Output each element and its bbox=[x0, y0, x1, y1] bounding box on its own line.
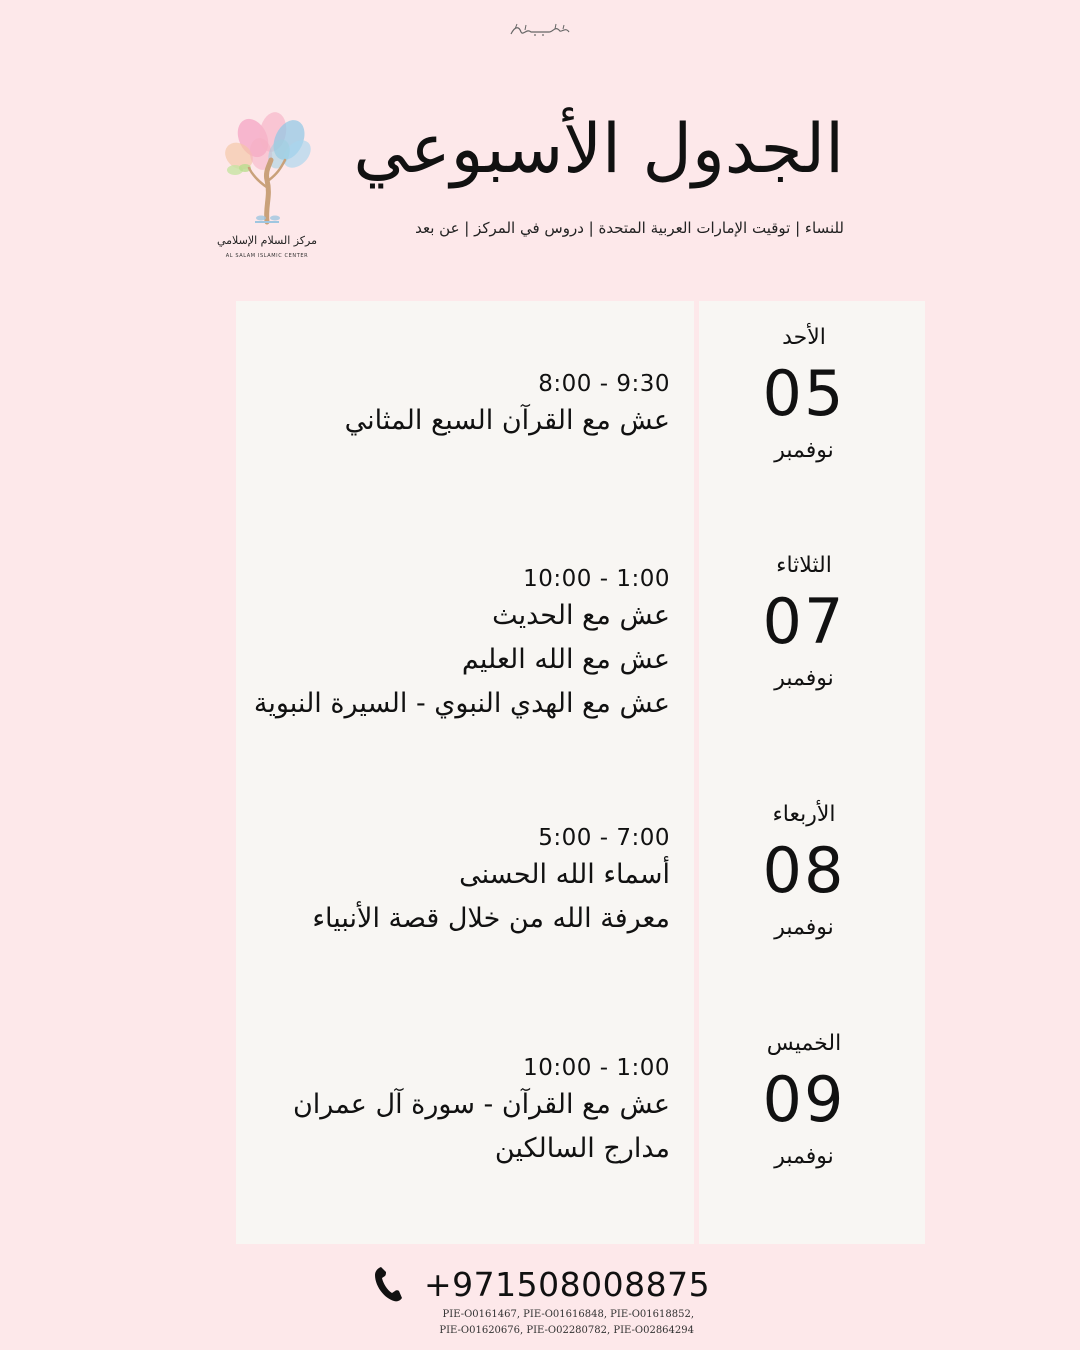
day-name: الخميس bbox=[766, 1031, 842, 1056]
lesson-block-sunday bbox=[230, 369, 670, 443]
day-number: 08 bbox=[762, 834, 846, 907]
permit-numbers bbox=[394, 1307, 694, 1339]
lessons-panel bbox=[236, 301, 694, 1244]
lesson-item: عش مع القرآن السبع المثاني bbox=[344, 405, 670, 436]
date-block-sunday bbox=[699, 321, 909, 469]
lesson-item: مدارج السالكين bbox=[494, 1133, 670, 1164]
lesson-block-tuesday bbox=[230, 564, 670, 726]
lesson-time: 8:00 - 9:30 bbox=[538, 371, 670, 397]
logo-name-english: AL SALAM ISLAMIC CENTER bbox=[225, 253, 309, 259]
tree-logo-icon bbox=[215, 110, 319, 230]
lesson-block-thursday bbox=[230, 1053, 670, 1171]
date-block-wednesday bbox=[699, 798, 909, 946]
center-logo bbox=[215, 110, 325, 270]
day-month: نوفمبر bbox=[774, 915, 834, 940]
bismillah-calligraphy bbox=[505, 20, 575, 42]
lesson-time: 5:00 - 7:00 bbox=[538, 825, 670, 851]
permit-line: PIE-O0161467, PIE-O01616848, PIE-O01618852, bbox=[442, 1309, 694, 1320]
day-month: نوفمبر bbox=[774, 1144, 834, 1169]
date-block-tuesday bbox=[699, 549, 909, 697]
page-title: الجدول الأسبوعي bbox=[353, 110, 844, 189]
day-month: نوفمبر bbox=[774, 438, 834, 463]
lesson-item: عش مع القرآن - سورة آل عمران bbox=[292, 1089, 670, 1120]
page-subtitle: للنساء | توقيت الإمارات العربية المتحدة | دروس في المركز | عن بعد bbox=[415, 219, 844, 237]
permit-line: PIE-O01620676, PIE-O02280782, PIE-O02864294 bbox=[439, 1325, 694, 1336]
day-name: الثلاثاء bbox=[776, 553, 832, 578]
lesson-item: عش مع الهدي النبوي - السيرة النبوية bbox=[253, 688, 670, 719]
lesson-item: معرفة الله من خلال قصة الأنبياء bbox=[312, 903, 670, 934]
dates-panel bbox=[699, 301, 925, 1244]
phone-number[interactable]: +971508008875 bbox=[424, 1264, 711, 1304]
lesson-item: عش مع الحديث bbox=[492, 600, 670, 631]
day-number: 05 bbox=[762, 357, 846, 430]
day-number: 09 bbox=[762, 1063, 846, 1136]
day-name: الأربعاء bbox=[772, 802, 836, 827]
lesson-item: أسماء الله الحسنى bbox=[459, 859, 670, 890]
day-number: 07 bbox=[762, 585, 846, 658]
logo-name-arabic: مركز السلام الإسلامي bbox=[216, 234, 318, 247]
lesson-item: عش مع الله العليم bbox=[461, 644, 670, 675]
date-block-thursday bbox=[699, 1027, 909, 1175]
lesson-block-wednesday bbox=[230, 823, 670, 941]
day-name: الأحد bbox=[782, 325, 826, 350]
phone-icon bbox=[372, 1264, 406, 1304]
day-month: نوفمبر bbox=[774, 666, 834, 691]
lesson-time: 10:00 - 1:00 bbox=[523, 1055, 670, 1081]
lesson-time: 10:00 - 1:00 bbox=[523, 566, 670, 592]
phone-contact[interactable] bbox=[372, 1262, 710, 1306]
